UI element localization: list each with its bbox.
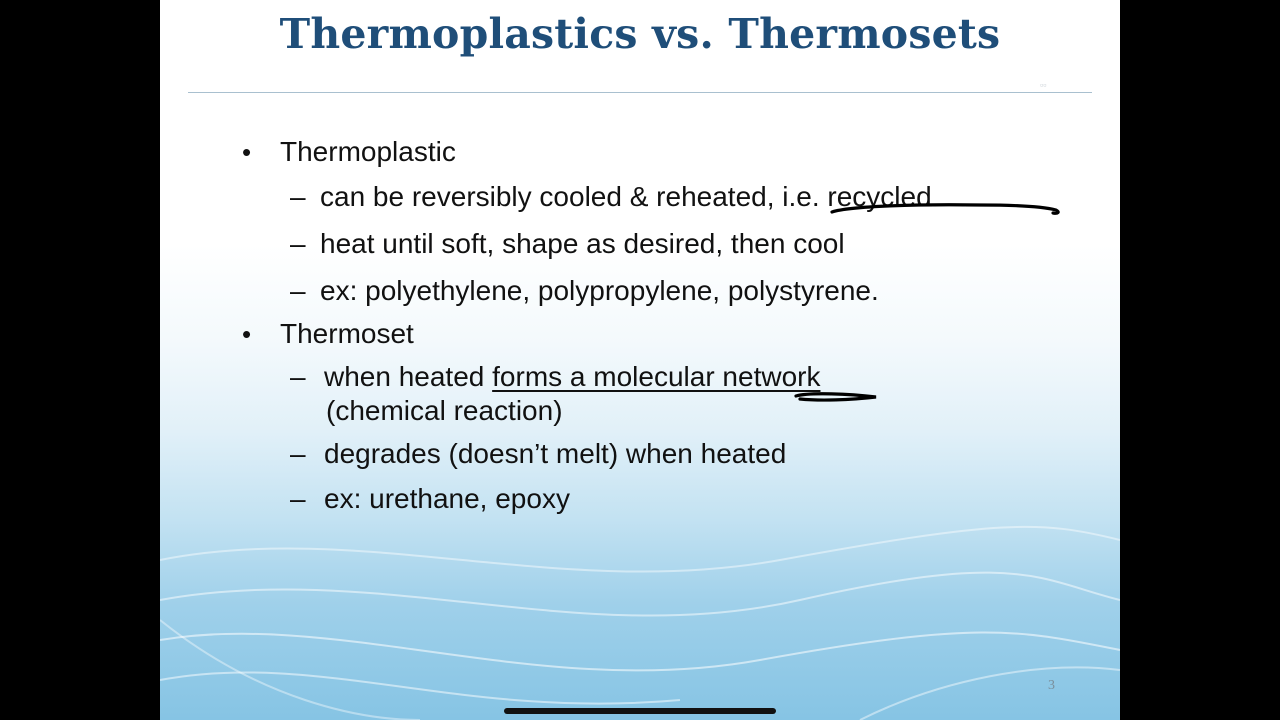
dash-marker: – <box>290 275 306 306</box>
subitem-thermoplastic-examples: ex: polyethylene, polypropylene, polystyrene. <box>320 275 879 306</box>
subitem-text: when heated <box>324 361 493 392</box>
bullet-marker: • <box>242 137 252 167</box>
dash-marker: – <box>290 181 306 212</box>
dash-marker: – <box>290 228 306 259</box>
divider-end-mark: ▫▫ <box>1040 80 1047 90</box>
subitem-degrades: degrades (doesn’t melt) when heated <box>324 438 787 469</box>
bullet-thermoplastic: Thermoplastic <box>280 136 456 167</box>
dash-marker: – <box>290 483 306 514</box>
slide-title: Thermoplastics vs. Thermosets <box>279 10 1001 58</box>
subitem-molecular-network <box>324 361 820 393</box>
subitem-heat-shape-cool: heat until soft, shape as desired, then cool <box>320 228 845 259</box>
subitem-thermoset-examples: ex: urethane, epoxy <box>324 483 570 514</box>
dash-marker: – <box>290 438 306 469</box>
bullet-thermoset: Thermoset <box>280 318 414 349</box>
presentation-slide <box>160 0 1120 720</box>
slide-body <box>160 0 1120 720</box>
underlined-phrase: forms a molecular network <box>492 361 821 392</box>
home-indicator-bar[interactable] <box>504 708 776 714</box>
subitem-recyclable: can be reversibly cooled & reheated, i.e. recycled <box>320 181 932 212</box>
dash-marker: – <box>290 361 306 392</box>
subitem-continuation: (chemical reaction) <box>326 395 563 426</box>
bullet-marker: • <box>242 319 252 349</box>
slide-page-number: 3 <box>1048 678 1055 693</box>
